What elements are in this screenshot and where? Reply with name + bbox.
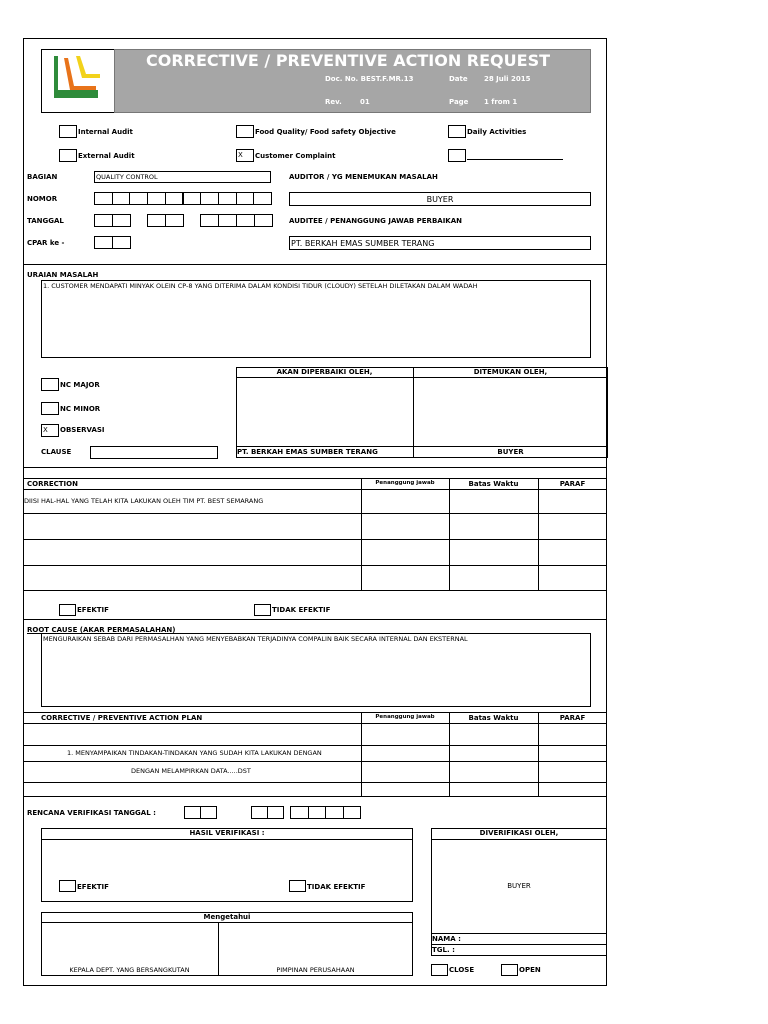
- divider: [23, 619, 607, 620]
- verif-efektif-checkbox[interactable]: [59, 880, 76, 892]
- root-cause-field[interactable]: [41, 633, 591, 707]
- correction-row-1: DIISI HAL-HAL YANG TELAH KITA LAKUKAN OLEH TIM PT. BEST SEMARANG: [24, 497, 264, 505]
- row-line: [23, 590, 607, 591]
- digit-box[interactable]: [147, 214, 166, 227]
- auditee-value: PT. BERKAH EMAS SUMBER TERANG: [291, 239, 435, 248]
- row-line: [23, 712, 607, 713]
- row-line: [23, 796, 607, 797]
- plan-paraf-header: PARAF: [559, 714, 586, 722]
- auditor-field[interactable]: [289, 192, 591, 206]
- plan-line-1: 1. MENYAMPAIKAN TINDAKAN-TINDAKAN YANG SUDAH KITA LAKUKAN DENGAN: [67, 749, 322, 757]
- kepala-dept-label: KEPALA DEPT. YANG BERSANGKUTAN: [69, 966, 190, 974]
- digit-box[interactable]: [343, 806, 362, 819]
- bagian-field[interactable]: [94, 171, 271, 183]
- plan-pj-header: Penanggung jawab: [375, 714, 435, 720]
- col-line: [538, 478, 539, 590]
- hasil-header-line: [41, 839, 413, 840]
- plan-line-2: DENGAN MELAMPIRKAN DATA.....DST: [131, 767, 251, 775]
- open-label: OPEN: [519, 966, 541, 974]
- akan-diperbaiki-label: AKAN DIPERBAIKI OLEH,: [276, 368, 373, 376]
- row-line: [23, 539, 607, 540]
- digit-box[interactable]: [184, 806, 201, 819]
- digit-box[interactable]: [254, 214, 273, 227]
- clause-field[interactable]: [90, 446, 218, 459]
- digit-box[interactable]: [236, 214, 255, 227]
- date-label: Date: [449, 75, 468, 83]
- digit-box[interactable]: [267, 806, 284, 819]
- row-line: [23, 782, 607, 783]
- nomor-label: NOMOR: [27, 195, 58, 203]
- internal-audit-checkbox[interactable]: [59, 125, 77, 138]
- mengetahui-label: Mengetahui: [203, 913, 251, 921]
- root-cause-text: MENGURAIKAN SEBAB DARI PERMASALHAN YANG MENYEBABKAN TERJADINYA COMPALIN BAIK SECARA INTERNAL DAN EKSTERNAL: [43, 635, 468, 643]
- digit-box[interactable]: [129, 192, 148, 205]
- uraian-label: URAIAN MASALAH: [27, 271, 99, 279]
- digit-box[interactable]: [94, 236, 113, 249]
- correction-efektif-checkbox[interactable]: [59, 604, 76, 616]
- nc-major-checkbox[interactable]: [41, 378, 59, 391]
- nama-line: [431, 933, 607, 934]
- correction-pj-header: Penanggung jawab: [375, 480, 435, 486]
- page-label: Page: [449, 98, 469, 106]
- col-line: [538, 712, 539, 796]
- date-value: 28 Juli 2015: [484, 75, 531, 83]
- verif-tidak-efektif-checkbox[interactable]: [289, 880, 306, 892]
- perbaiki-name: PT. BERKAH EMAS SUMBER TERANG: [237, 448, 378, 456]
- divider: [23, 467, 607, 468]
- close-checkbox[interactable]: [431, 964, 448, 976]
- temukan-name: BUYER: [497, 448, 524, 456]
- digit-box[interactable]: [290, 806, 309, 819]
- external-audit-checkbox[interactable]: [59, 149, 77, 162]
- col-line: [361, 478, 362, 590]
- diverifikasi-header-line: [431, 839, 607, 840]
- col-line: [449, 478, 450, 590]
- digit-box[interactable]: [200, 214, 219, 227]
- tgl-label: TGL. :: [432, 946, 455, 954]
- company-logo-icon: [42, 50, 114, 112]
- correction-label: CORRECTION: [27, 480, 78, 488]
- col-line: [449, 712, 450, 796]
- correction-tidak-efektif-checkbox[interactable]: [254, 604, 271, 616]
- tanggal-label: TANGGAL: [27, 217, 64, 225]
- daily-activities-checkbox[interactable]: [448, 125, 466, 138]
- digit-box[interactable]: [112, 214, 131, 227]
- signoff-header-line: [236, 377, 608, 378]
- row-line: [23, 723, 607, 724]
- hasil-verifikasi-label: HASIL VERIFIKASI :: [189, 829, 265, 837]
- mengetahui-header-line: [41, 922, 413, 923]
- col-line: [361, 712, 362, 796]
- uraian-text: 1. CUSTOMER MENDAPATI MINYAK OLEIN CP-8 YANG DITERIMA DALAM KONDISI TIDUR (CLOUDY) SETELAH DILETAKAN DALAM WADAH: [43, 282, 478, 290]
- row-line: [23, 745, 607, 746]
- observasi-checkbox[interactable]: X: [41, 424, 59, 437]
- rev-label: Rev.: [325, 98, 342, 106]
- signoff-table: [236, 367, 608, 458]
- row-line: [23, 565, 607, 566]
- daily-activities-label: Daily Activities: [467, 128, 527, 136]
- row-line: [23, 489, 607, 490]
- digit-box[interactable]: [165, 192, 184, 205]
- nc-major-label: NC MAJOR: [60, 381, 100, 389]
- food-quality-label: Food Quality/ Food safety Objective: [255, 128, 396, 136]
- logo-box: [41, 49, 115, 113]
- correction-efektif-label: EFEKTIF: [77, 606, 109, 614]
- tgl-line: [431, 944, 607, 945]
- signoff-name-line: [236, 446, 608, 447]
- customer-complaint-label: Customer Complaint: [255, 152, 336, 160]
- auditor-label: AUDITOR / YG MENEMUKAN MASALAH: [289, 173, 438, 181]
- diverifikasi-label: DIVERIFIKASI OLEH,: [479, 829, 559, 837]
- customer-complaint-checkbox[interactable]: X: [236, 149, 254, 162]
- other-source-line: [467, 159, 563, 160]
- digit-box[interactable]: [200, 806, 217, 819]
- digit-box[interactable]: [218, 192, 237, 205]
- digit-box[interactable]: [200, 192, 219, 205]
- digit-box[interactable]: [147, 192, 166, 205]
- close-label: CLOSE: [449, 966, 475, 974]
- correction-paraf-header: PARAF: [559, 480, 586, 488]
- observasi-label: OBSERVASI: [60, 426, 105, 434]
- form-title: CORRECTIVE / PREVENTIVE ACTION REQUEST: [146, 51, 551, 70]
- plan-batas-header: Batas Waktu: [468, 714, 519, 722]
- uraian-field[interactable]: [41, 280, 591, 358]
- pimpinan-label: PIMPINAN PERUSAHAAN: [276, 966, 355, 974]
- divider: [23, 264, 607, 265]
- digit-box[interactable]: [165, 214, 184, 227]
- digit-box[interactable]: [183, 192, 202, 205]
- digit-box[interactable]: [94, 214, 113, 227]
- open-checkbox[interactable]: [501, 964, 518, 976]
- digit-box[interactable]: [112, 236, 131, 249]
- digit-box[interactable]: [251, 806, 268, 819]
- nc-minor-label: NC MINOR: [60, 405, 101, 413]
- page-value: 1 from 1: [484, 98, 518, 106]
- correction-batas-header: Batas Waktu: [468, 480, 519, 488]
- auditee-label: AUDITEE / PENANGGUNG JAWAB PERBAIKAN: [289, 217, 462, 225]
- signoff-divider: [413, 367, 414, 458]
- root-cause-label: ROOT CAUSE (AKAR PERMASALAHAN): [27, 626, 176, 634]
- rev-value: 01: [360, 98, 370, 106]
- verif-efektif-label: EFEKTIF: [77, 883, 109, 891]
- rencana-verifikasi-label: RENCANA VERIFIKASI TANGGAL :: [27, 809, 156, 817]
- nama-label: NAMA :: [432, 935, 461, 943]
- divider: [23, 478, 607, 479]
- bagian-value: QUALITY CONTROL: [96, 173, 158, 181]
- correction-tidak-efektif-label: TIDAK EFEKTIF: [272, 606, 331, 614]
- nc-minor-checkbox[interactable]: [41, 402, 59, 415]
- digit-box[interactable]: [253, 192, 272, 205]
- verif-buyer: BUYER: [507, 882, 531, 890]
- bagian-label: BAGIAN: [27, 173, 58, 181]
- row-line: [23, 513, 607, 514]
- digit-box[interactable]: [112, 192, 131, 205]
- digit-box[interactable]: [236, 192, 255, 205]
- auditor-value: BUYER: [426, 195, 454, 204]
- external-audit-label: External Audit: [78, 152, 135, 160]
- digit-box[interactable]: [218, 214, 237, 227]
- plan-label: CORRECTIVE / PREVENTIVE ACTION PLAN: [41, 714, 203, 722]
- food-quality-checkbox[interactable]: [236, 125, 254, 138]
- auditee-field[interactable]: [289, 236, 591, 250]
- doc-number: Doc. No. BEST.F.MR.13: [325, 75, 414, 83]
- digit-box[interactable]: [308, 806, 327, 819]
- digit-box[interactable]: [94, 192, 113, 205]
- clause-label: CLAUSE: [41, 448, 72, 456]
- verif-tidak-efektif-label: TIDAK EFEKTIF: [307, 883, 366, 891]
- internal-audit-label: Internal Audit: [78, 128, 133, 136]
- digit-box[interactable]: [325, 806, 344, 819]
- cpar-label: CPAR ke -: [27, 239, 65, 247]
- ditemukan-label: DITEMUKAN OLEH,: [473, 368, 548, 376]
- other-source-checkbox[interactable]: [448, 149, 466, 162]
- row-line: [23, 761, 607, 762]
